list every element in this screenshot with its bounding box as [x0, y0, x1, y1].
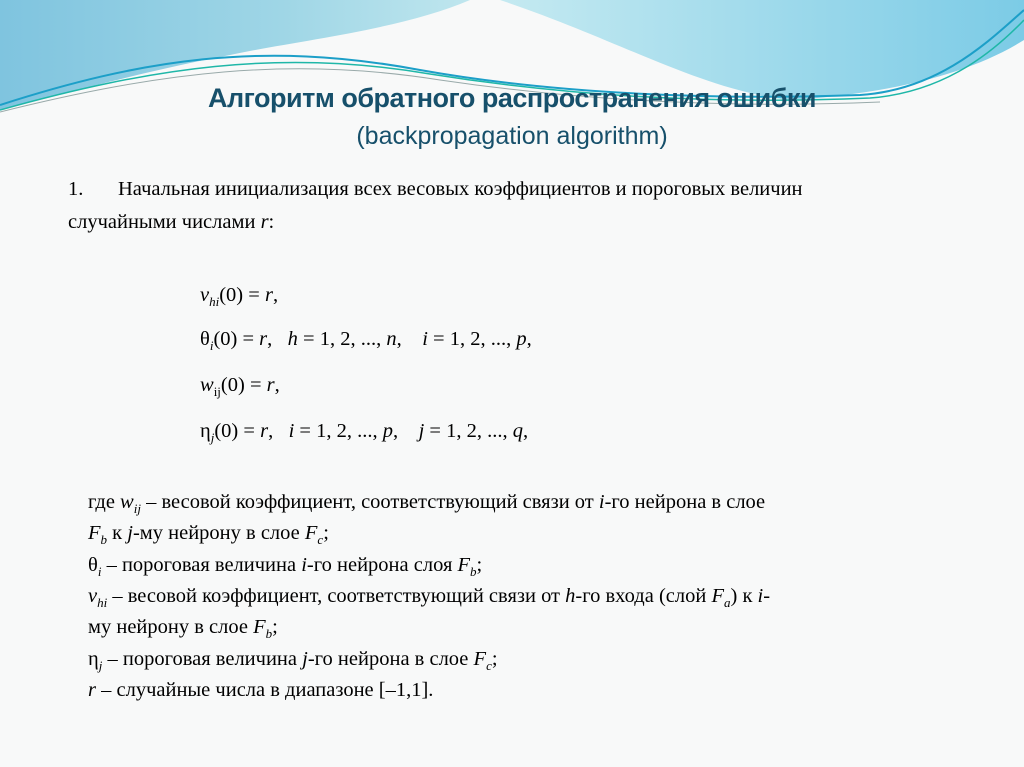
math-subscript: i — [209, 338, 214, 353]
math-variable: F — [473, 648, 487, 670]
math-variable: j — [302, 648, 308, 670]
math-variable: r — [260, 420, 269, 442]
step-number: 1. — [68, 178, 84, 200]
formula-theta — [200, 328, 532, 351]
text-segment: , — [392, 420, 419, 442]
math-subscript: j — [98, 658, 103, 673]
text-segment: (0) = — [213, 328, 260, 350]
text-segment: , — [267, 328, 288, 350]
text-segment: случайными числами — [68, 211, 261, 233]
math-variable: i — [288, 420, 295, 442]
text-segment: , — [274, 374, 280, 396]
math-variable: w — [200, 374, 214, 396]
definition-line — [88, 616, 278, 639]
math-variable: F — [253, 616, 266, 638]
math-variable: F — [88, 522, 101, 544]
math-subscript: i — [97, 564, 102, 579]
text-segment: η — [200, 420, 211, 442]
definition-line — [88, 585, 770, 608]
formula-eta — [200, 420, 528, 443]
definition-line — [88, 648, 498, 671]
text-segment: – пороговая величина — [101, 554, 302, 576]
text-segment: , — [522, 420, 529, 442]
text-segment: , — [396, 328, 423, 350]
text-segment: ; — [476, 554, 483, 576]
formula-w — [200, 374, 280, 397]
text-segment: -го нейрона в слое — [604, 491, 766, 513]
text-segment: θ — [200, 328, 210, 350]
math-variable: v — [200, 284, 210, 306]
text-segment: – пороговая величина — [102, 648, 303, 670]
math-subscript: b — [470, 564, 477, 579]
math-variable: r — [266, 374, 275, 396]
definition-line — [88, 679, 433, 702]
text-segment: – случайные числа в диапазоне [–1,1]. — [95, 679, 434, 701]
step-text-line1: Начальная инициализация всех весовых коэффициентов и пороговых величин — [118, 178, 803, 200]
math-variable: n — [386, 328, 397, 350]
math-variable: i — [598, 491, 605, 513]
slide-title: Алгоритм обратного распространения ошибки — [208, 83, 816, 113]
math-variable: F — [457, 554, 471, 576]
math-subscript: j — [210, 430, 215, 445]
text-segment: ; — [323, 522, 329, 544]
math-variable: i — [757, 585, 764, 607]
text-segment: θ — [88, 554, 98, 576]
math-variable: r — [260, 211, 269, 233]
math-variable: i — [301, 554, 307, 576]
math-variable: q — [512, 420, 523, 442]
definition-line — [88, 522, 329, 545]
text-segment: = 1, 2, ..., — [424, 420, 513, 442]
text-segment: – весовой коэффициент, соответствующий связи от — [140, 491, 599, 513]
math-subscript: a — [724, 595, 731, 610]
math-variable: i — [422, 328, 428, 350]
math-variable: r — [264, 284, 273, 306]
math-variable: r — [259, 328, 268, 350]
math-variable: j — [127, 522, 133, 544]
math-variable: h — [565, 585, 576, 607]
text-segment: η — [88, 648, 99, 670]
math-variable: F — [304, 522, 318, 544]
text-segment: ; — [491, 648, 498, 670]
math-variable: j — [418, 420, 425, 442]
text-segment: , — [526, 328, 532, 350]
math-variable: v — [88, 585, 98, 607]
text-segment: = 1, 2, ..., — [427, 328, 517, 350]
text-segment: – весовой коэффициент, соответствующий связи от — [107, 585, 566, 607]
text-segment: где — [88, 491, 121, 513]
text-segment: ; — [272, 616, 278, 638]
step-text-line2 — [68, 211, 274, 234]
math-subscript: b — [100, 532, 108, 547]
math-variable: p — [382, 420, 393, 442]
definition-line — [88, 554, 482, 577]
slide-subtitle: (backpropagation algorithm) — [356, 122, 668, 150]
math-subscript: ij — [133, 501, 141, 516]
text-segment: , — [272, 284, 279, 306]
math-subscript: hi — [97, 595, 108, 610]
text-segment: (0) = — [220, 374, 267, 396]
math-subscript: b — [265, 626, 273, 641]
math-variable: h — [287, 328, 298, 350]
text-segment: (0) = — [219, 284, 265, 306]
math-variable: w — [120, 491, 134, 513]
text-segment: - — [763, 585, 771, 607]
text-segment: , — [268, 420, 289, 442]
math-subscript: hi — [209, 294, 220, 309]
math-variable: F — [711, 585, 724, 607]
text-segment: -го нейрона слоя — [306, 554, 458, 576]
text-segment: -го нейрона в слое — [307, 648, 474, 670]
text-segment: = 1, 2, ..., — [297, 328, 387, 350]
math-variable: p — [516, 328, 527, 350]
text-segment: = 1, 2, ..., — [294, 420, 383, 442]
text-segment: му нейрону в слое — [88, 616, 254, 638]
text-segment: : — [268, 211, 275, 233]
math-subscript: ij — [213, 384, 221, 399]
text-segment: (0) = — [214, 420, 261, 442]
math-variable: r — [88, 679, 96, 701]
text-segment: -го входа (слой — [575, 585, 712, 607]
math-subscript: c — [486, 658, 492, 673]
text-segment: -му нейрону в слое — [132, 522, 305, 544]
formula-v — [200, 284, 278, 307]
math-subscript: c — [317, 532, 324, 547]
text-segment: ) к — [730, 585, 758, 607]
text-segment: к — [107, 522, 128, 544]
definition-line — [88, 491, 765, 514]
